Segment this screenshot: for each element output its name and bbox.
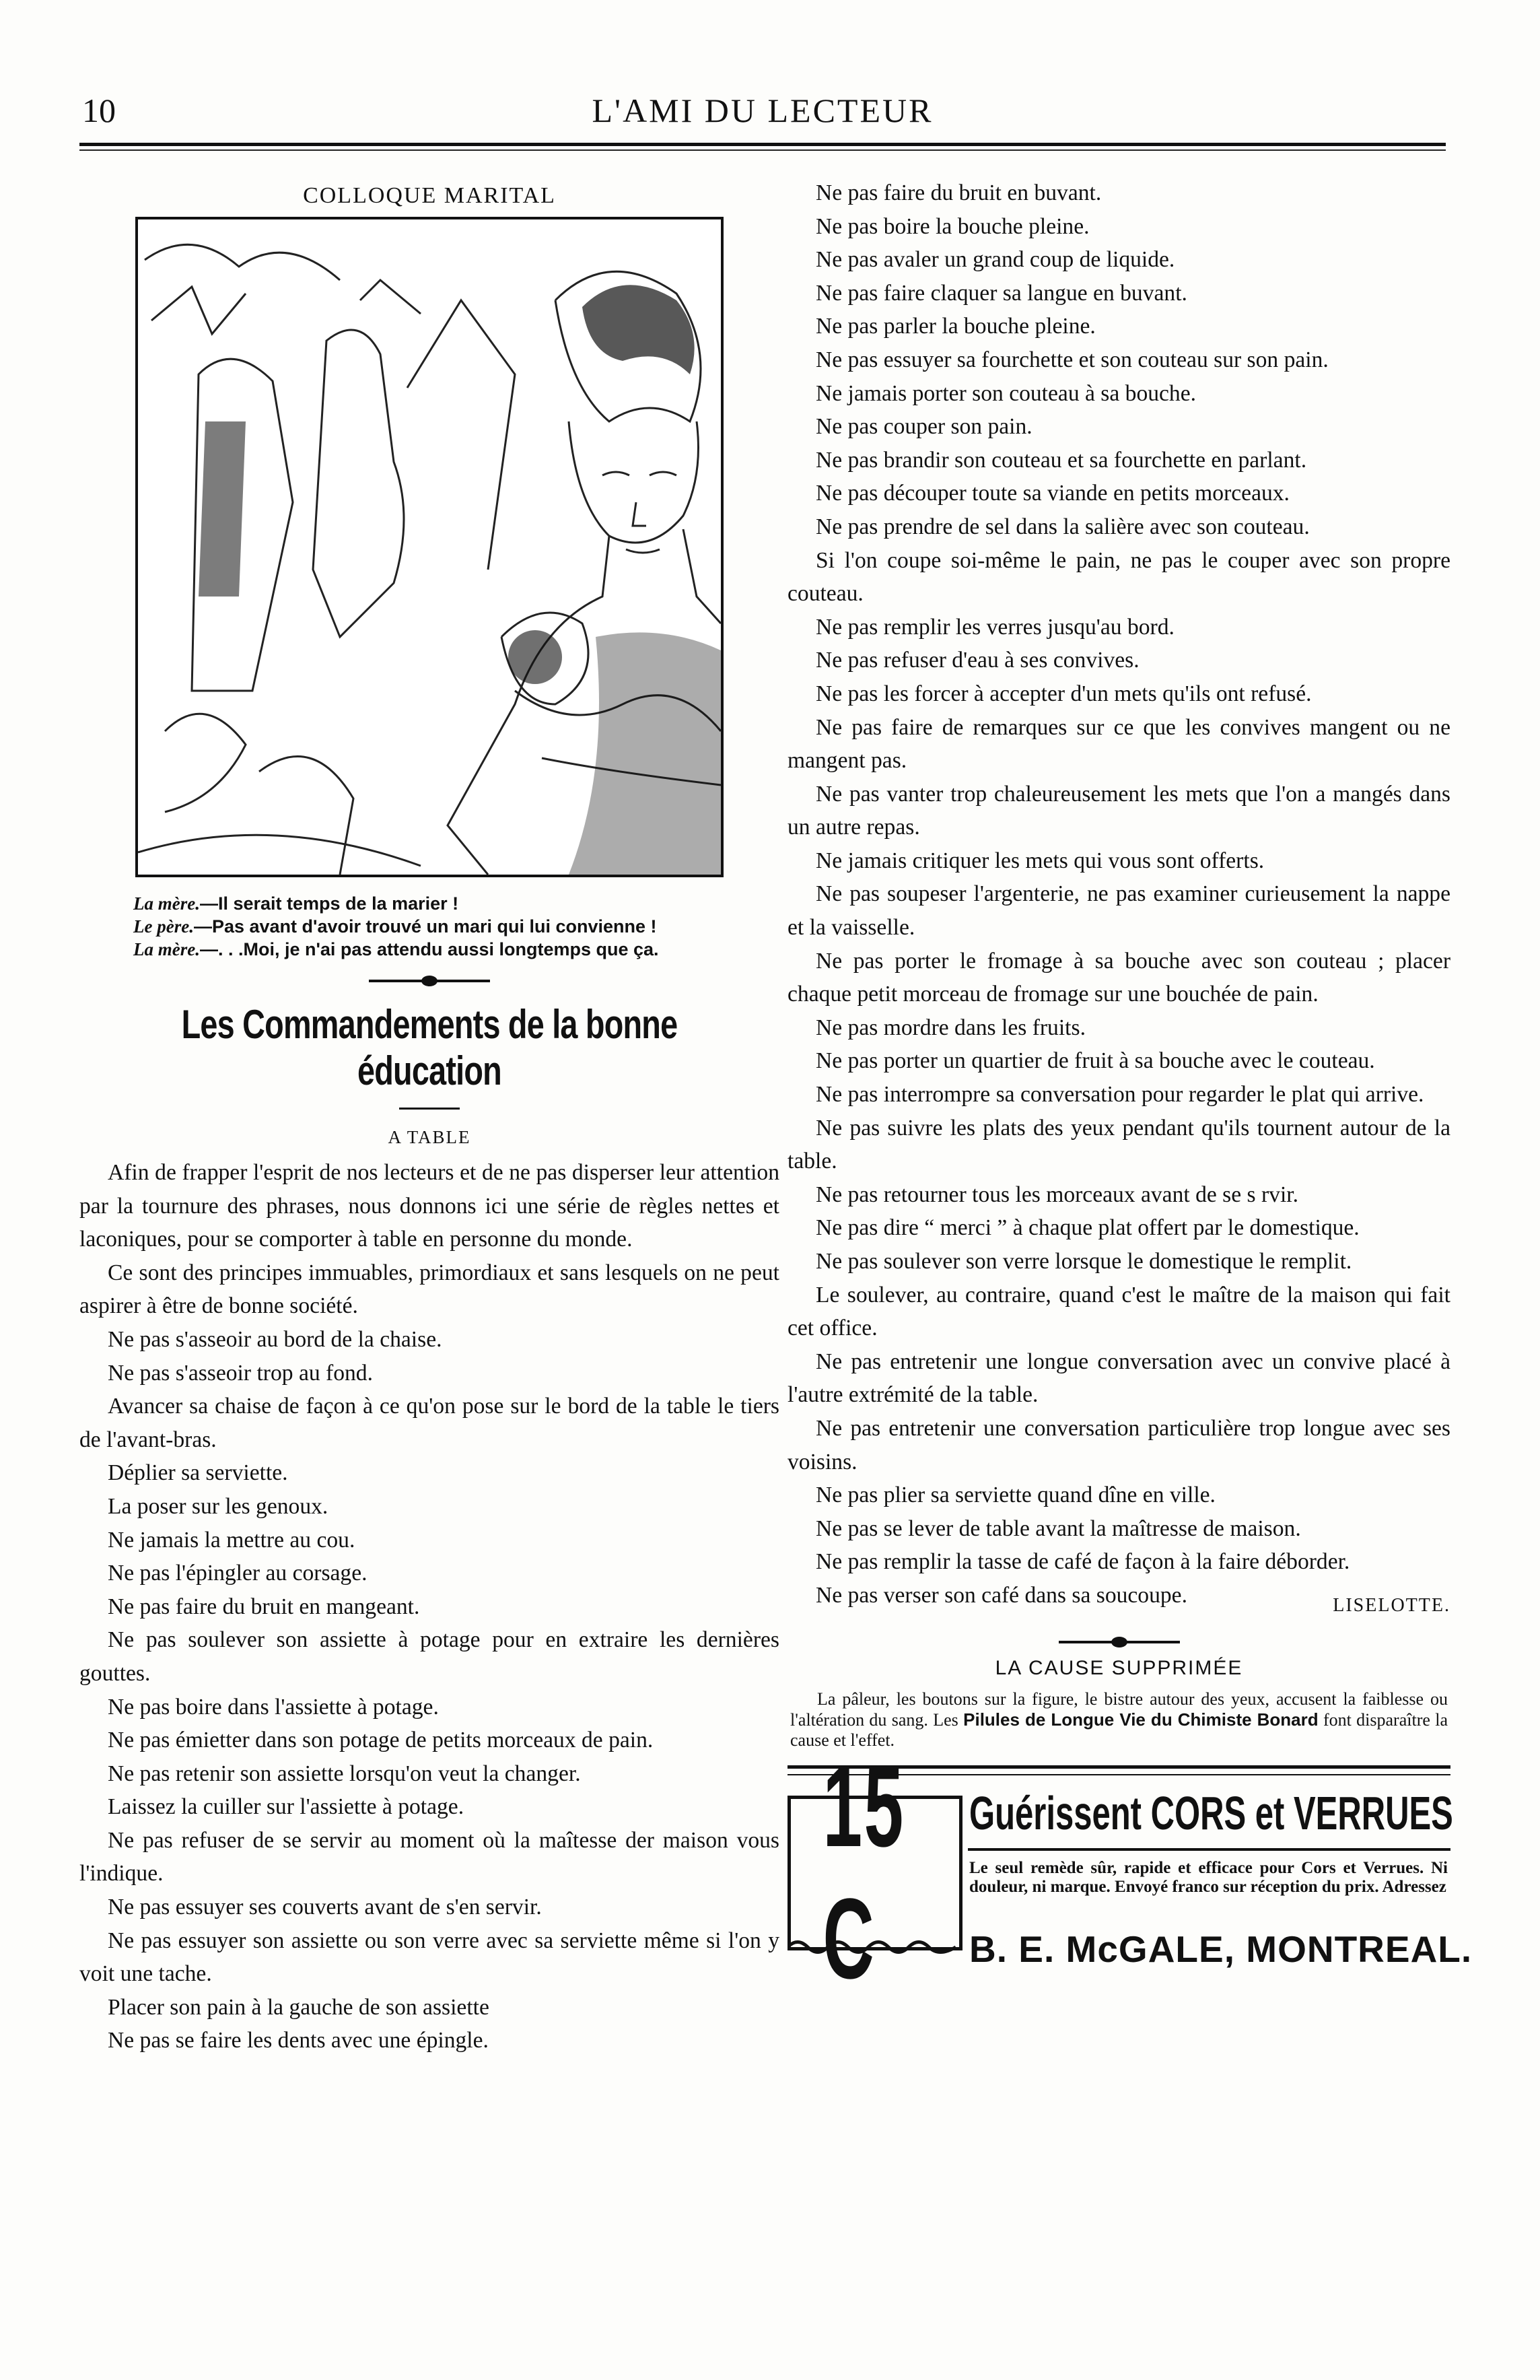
caption-line: Le père.—Pas avant d'avoir trouvé un mari qui lui convienne ! — [133, 916, 657, 937]
paragraph: Ne pas retourner tous les morceaux avant de se s rvir. — [816, 1182, 1299, 1207]
page-header — [79, 91, 1446, 131]
signature: LISELOTTE. — [1333, 1594, 1450, 1616]
paragraph: Ne jamais critiquer les mets qui vous sont offerts. — [816, 848, 1265, 873]
paragraph: Ne pas essuyer son assiette ou son verre avec sa serviette même si l'on y voit une tache. — [79, 1928, 779, 1987]
paragraph: Ne pas interrompre sa conversation pour regarder le plat qui arrive. — [816, 1082, 1424, 1108]
ad-body: La pâleur, les boutons sur la figure, le bistre autour des yeux, accusent la faiblesse ou l'altération du sang. Les Pilules de Longue Vie du Chimiste Bonard font disparaître la cause et l'effet. — [790, 1689, 1448, 1750]
paragraph: Ne pas soulever son assiette à potage pour en extraire les dernières gouttes. — [79, 1627, 779, 1686]
paragraph: Ne jamais la mettre au cou. — [108, 1527, 355, 1553]
paragraph: Ne pas faire du bruit en buvant. — [816, 180, 1102, 205]
ornament-border-icon — [788, 1937, 956, 1957]
paragraph: Ne pas refuser d'eau à ses convives. — [816, 648, 1140, 673]
article-body-continued — [788, 176, 1450, 1612]
paragraph: Ne pas émietter dans son potage de petits morceaux de pain. — [108, 1728, 654, 1753]
article-body — [79, 1156, 779, 2058]
ad-headline-rule — [968, 1848, 1450, 1851]
paragraph: Ne pas essuyer ses couverts avant de s'en servir. — [108, 1895, 542, 1920]
woman-portrait-icon — [135, 217, 724, 877]
paragraph: Ne pas refuser de se servir au moment où la maîtesse der maison vous l'indique. — [79, 1827, 779, 1886]
paragraph: Ne pas découper toute sa viande en petits morceaux. — [816, 481, 1290, 506]
paragraph: Déplier sa serviette. — [108, 1460, 288, 1486]
paragraph: Ne jamais porter son couteau à sa bouche. — [816, 380, 1197, 406]
paragraph: Ne pas l'épingler au corsage. — [108, 1561, 368, 1586]
ad-address: B. E. McGALE, MONTREAL. — [969, 1928, 1473, 1970]
advertisement-box — [788, 1742, 1473, 2003]
paragraph: Ne pas porter un quartier de fruit à sa bouche avec le couteau. — [816, 1048, 1375, 1074]
paragraph: Ne pas mordre dans les fruits. — [816, 1015, 1086, 1040]
paragraph: Ne pas remplir la tasse de café de façon à la faire déborder. — [816, 1549, 1350, 1575]
paragraph: Ne pas plier sa serviette quand dîne en ville. — [816, 1483, 1216, 1508]
caption-line: La mère.—. . .Moi, je n'ai pas attendu aussi longtemps que ça. — [133, 939, 659, 959]
paragraph: Ne pas couper son pain. — [816, 414, 1032, 440]
paragraph: Ne pas porter le fromage à sa bouche avec son couteau ; placer chaque petit morceau de fromage sur une bouchée de pain. — [788, 948, 1450, 1007]
paragraph: Ne pas retenir son assiette lorsqu'on veut la changer. — [108, 1761, 581, 1786]
paragraph: Ne pas vanter trop chaleureusement les mets que l'on a mangés dans un autre repas. — [788, 781, 1450, 840]
ad-description: Le seul remède sûr, rapide et efficace pour Cors et Verrues. Ni douleur, ni marque. Envoyé franco sur réception du prix. Adressez — [969, 1858, 1448, 1896]
paragraph: Ne pas faire de remarques sur ce que les convives mangent ou ne mangent pas. — [788, 714, 1450, 774]
paragraph: Ne pas verser son café dans sa soucoupe. — [816, 1582, 1187, 1608]
paragraph: Ne pas entretenir une conversation particulière trop longue avec ses voisins. — [788, 1415, 1450, 1474]
article-subhead: A TABLE — [388, 1127, 471, 1147]
paragraph: Le soulever, au contraire, quand c'est le maître de la maison qui fait cet office. — [788, 1282, 1450, 1341]
left-column — [79, 176, 779, 2058]
paragraph: Placer son pain à la gauche de son assiette — [108, 1994, 489, 2020]
title-rule — [399, 1108, 460, 1110]
paragraph: Ne pas brandir son couteau et sa fourchette en parlant. — [816, 447, 1307, 473]
ad-headline: Guérissent CORS et VERRUES — [969, 1786, 1453, 1839]
price-label: 15 C — [823, 1742, 905, 2003]
paragraph: Ne pas soulever son verre lorsque le domestique le remplit. — [816, 1249, 1352, 1274]
right-column — [788, 176, 1473, 2003]
article-title: Les Commandements de la bonne éducation — [181, 1002, 678, 1093]
paragraph: Si l'on coupe soi-même le pain, ne pas le couper avec son propre couteau. — [788, 547, 1450, 607]
paragraph: La poser sur les genoux. — [108, 1493, 328, 1519]
ornament-divider — [369, 980, 490, 982]
masthead: L'AMI DU LECTEUR — [592, 92, 934, 129]
caption-line: La mère.—Il serait temps de la marier ! — [133, 893, 459, 914]
ad-title: LA CAUSE SUPPRIMÉE — [995, 1656, 1243, 1679]
paragraph: Ne pas faire claquer sa langue en buvant. — [816, 280, 1187, 306]
illustration-caption — [133, 892, 779, 961]
paragraph: Ne pas soupeser l'argenterie, ne pas examiner curieusement la nappe et la vaisselle. — [788, 881, 1450, 941]
paragraph: Ne pas essuyer sa fourchette et son couteau sur son pain. — [816, 347, 1329, 372]
paragraph: Ce sont des principes immuables, primordiaux et sans lesquels on ne peut aspirer à être de bonne société. — [79, 1260, 779, 1319]
paragraph: Ne pas dire “ merci ” à chaque plat offert par le domestique. — [816, 1215, 1360, 1241]
paragraph: Afin de frapper l'esprit de nos lecteurs et de ne pas disperser leur attention par la tournure des phrases, nous donnons ici une série de règles nettes et laconiques, pour se comporter à table en personne du monde. — [79, 1160, 779, 1252]
paragraph: Avancer sa chaise de façon à ce qu'on pose sur le bord de la table le tiers de l'avant-bras. — [79, 1394, 779, 1452]
header-rule-thin — [79, 149, 1446, 151]
paragraph: Ne pas s'asseoir trop au fond. — [108, 1360, 373, 1386]
paragraph: Ne pas suivre les plats des yeux pendant qu'ils tournent autour de la table. — [788, 1115, 1450, 1174]
paragraph: Ne pas entretenir une longue conversation avec un convive placé à l'autre extrémité de la table. — [788, 1349, 1450, 1408]
header-rule — [79, 143, 1446, 146]
paragraph: Laissez la cuiller sur l'assiette à potage. — [108, 1794, 464, 1820]
page-number: 10 — [82, 92, 116, 129]
paragraph: Ne pas les forcer à accepter d'un mets qu'ils ont refusé. — [816, 681, 1312, 706]
paragraph: Ne pas remplir les verres jusqu'au bord. — [816, 614, 1175, 640]
paragraph: Ne pas avaler un grand coup de liquide. — [816, 247, 1175, 273]
paragraph: Ne pas boire dans l'assiette à potage. — [108, 1694, 439, 1720]
section-title: COLLOQUE MARITAL — [303, 183, 556, 208]
ad-brand: Pilules de Longue Vie du Chimiste Bonard — [963, 1709, 1319, 1730]
paragraph: Ne pas se lever de table avant la maîtresse de maison. — [816, 1516, 1301, 1541]
paragraph: Ne pas prendre de sel dans la salière avec son couteau. — [816, 514, 1310, 539]
ornament-divider — [1059, 1641, 1180, 1643]
paragraph: Ne pas parler la bouche pleine. — [816, 314, 1096, 339]
price-box — [788, 1742, 963, 2003]
paragraph: Ne pas boire la bouche pleine. — [816, 213, 1090, 239]
paragraph: Ne pas faire du bruit en mangeant. — [108, 1594, 420, 1619]
paragraph: Ne pas se faire les dents avec une épingle. — [108, 2028, 489, 2053]
paragraph: Ne pas s'asseoir au bord de la chaise. — [108, 1326, 442, 1352]
